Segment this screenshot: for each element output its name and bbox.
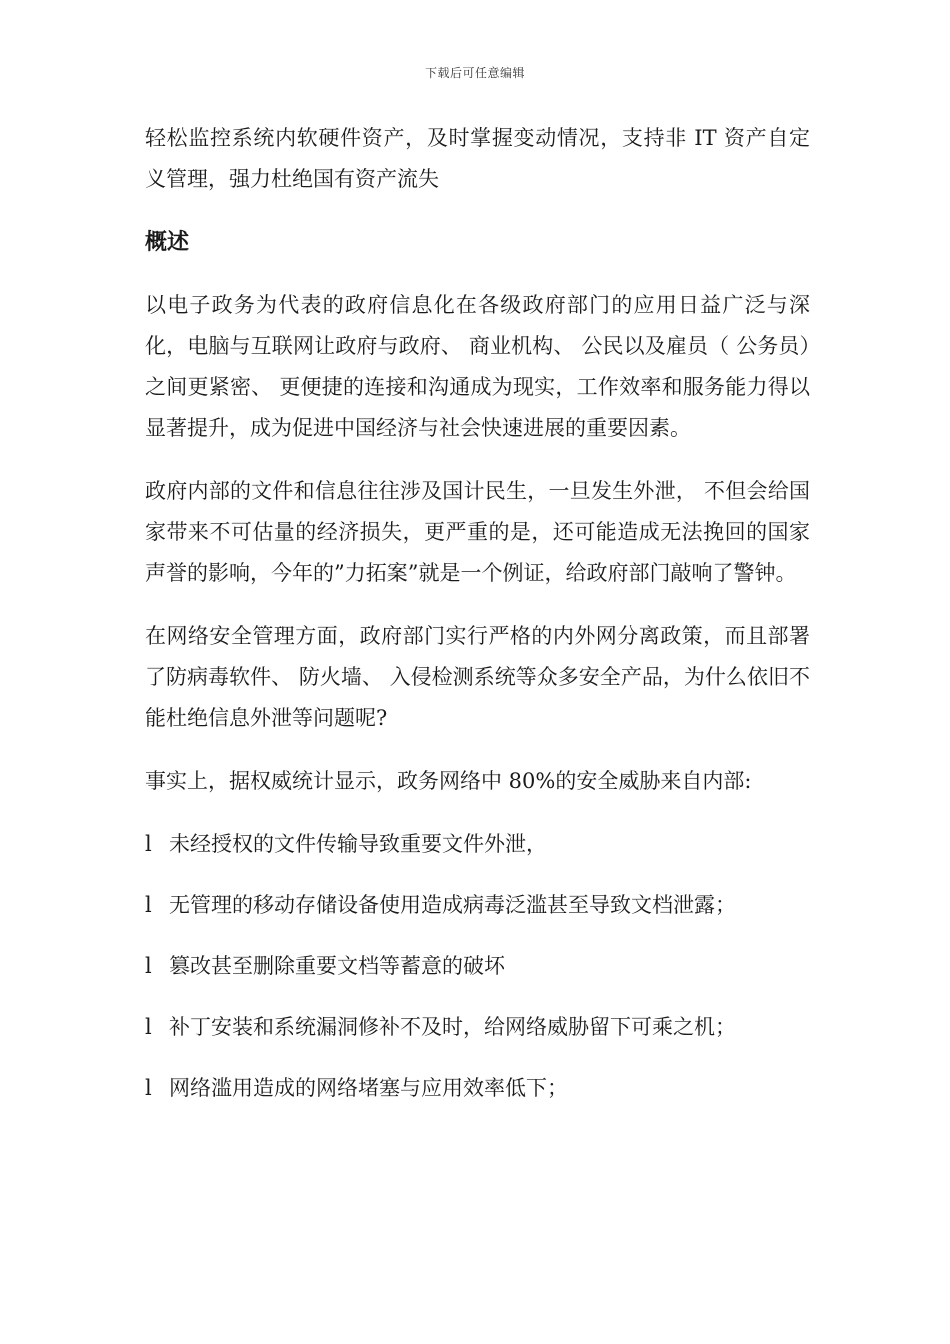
list-bullet: l — [145, 1015, 152, 1039]
list-item — [145, 946, 810, 987]
list-bullet: l — [145, 832, 152, 856]
list-item-text: 网络滥用造成的网络堵塞与应用效率低下； — [169, 1076, 568, 1100]
section-heading: 概述 — [145, 230, 190, 255]
list-item — [145, 1068, 810, 1109]
list-item-text: 未经授权的文件传输导致重要文件外泄， — [169, 832, 547, 856]
paragraph-statistics: 事实上，据权威统计显示，政务网络中 80%的安全威胁来自内部: — [145, 769, 752, 793]
list-item — [145, 1007, 810, 1048]
page-header-note: 下载后可任意编辑 — [424, 66, 525, 80]
paragraph-internal-info: 政府内部的文件和信息往往涉及国计民生，一旦发生外泄， 不但会给国家带来不可估量的经济损失，更严重的是，还可能造成无法挽回的国家声誉的影响，今年的”力拓案”就是一个例证，给政府部门敲响了警钟。 — [145, 479, 810, 585]
list-item-text: 无管理的移动存储设备使用造成病毒泛滥甚至导致文档泄露； — [169, 893, 736, 917]
paragraph-network-security: 在网络安全管理方面，政府部门实行严格的内外网分离政策，而且部署了防病毒软件、 防火墙、 入侵检测系统等众多安全产品，为什么依旧不能杜绝信息外泄等问题呢? — [145, 624, 810, 730]
list-bullet: l — [145, 954, 152, 978]
list-bullet: l — [145, 1076, 152, 1100]
intro-paragraph: 轻松监控系统内软硬件资产，及时掌握变动情况，支持非 IT 资产自定义管理，强力杜绝国有资产流失 — [145, 126, 810, 191]
document-body — [145, 118, 810, 1129]
paragraph-overview: 以电子政务为代表的政府信息化在各级政府部门的应用日益广泛与深化，电脑与互联网让政府与政府、 商业机构、 公民以及雇员（ 公务员）之间更紧密、 更便捷的连接和沟通成为现实，工作效率和服务能力得以显著提升，成为促进中国经济与社会快速进展的重要因素。 — [145, 293, 810, 440]
list-bullet: l — [145, 893, 152, 917]
list-item — [145, 885, 810, 926]
list-item-text: 篡改甚至删除重要文档等蓄意的破坏 — [169, 954, 505, 978]
list-item-text: 补丁安装和系统漏洞修补不及时，给网络威胁留下可乘之机； — [169, 1015, 736, 1039]
list-item — [145, 824, 810, 865]
